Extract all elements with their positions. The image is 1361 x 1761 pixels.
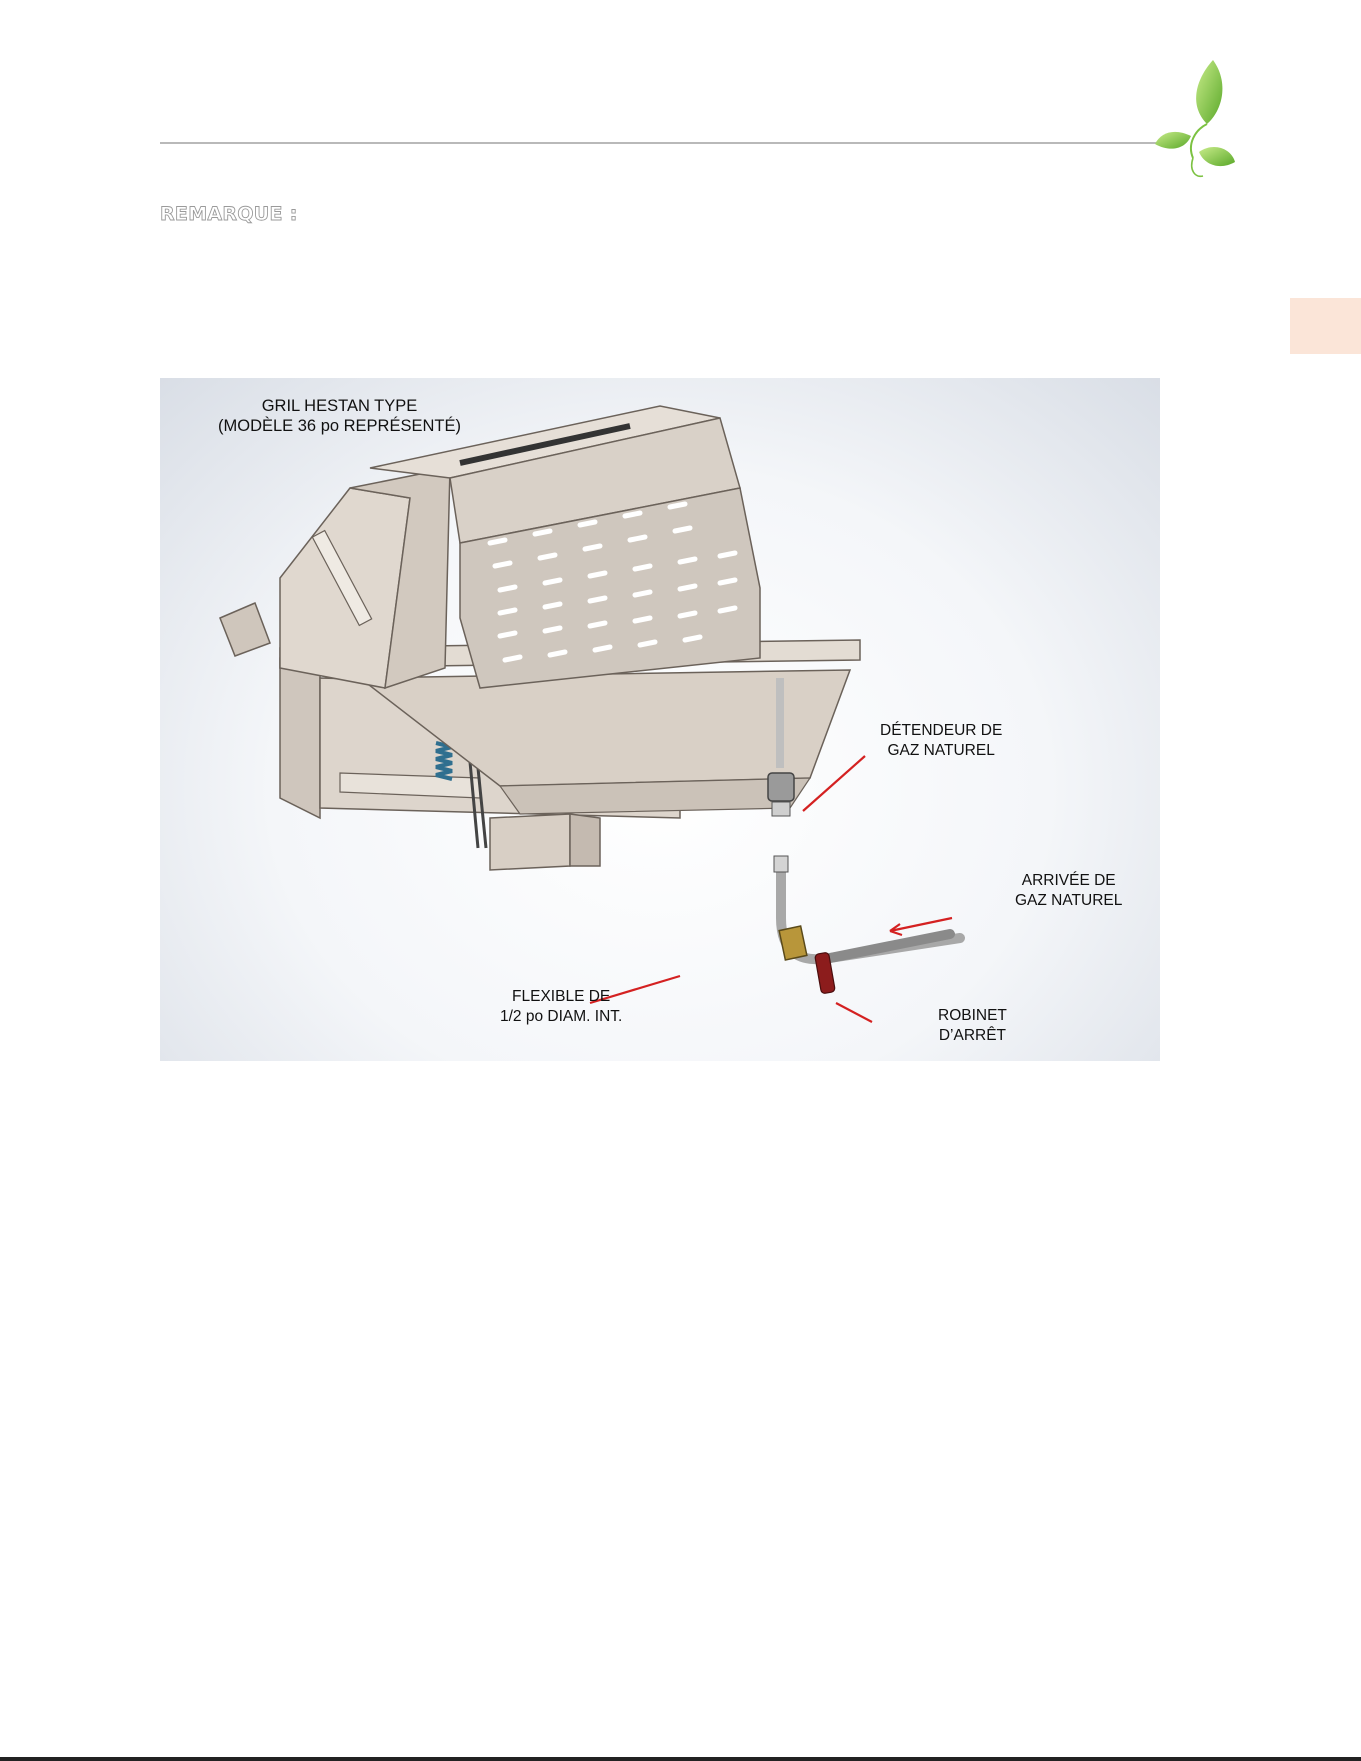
callout-regulator-line2: GAZ NATUREL — [887, 742, 995, 759]
callout-inlet-line1: ARRIVÉE DE — [1021, 872, 1116, 889]
callout-inlet-line2: GAZ NATUREL — [1015, 892, 1123, 909]
callout-valve-line1: ROBINET — [938, 1007, 1007, 1024]
footer-rule — [0, 1757, 1361, 1761]
figure-caption-line2: (MODÈLE 36 po REPRÉSENTÉ) — [218, 417, 461, 435]
leaf-logo-icon — [1155, 58, 1235, 180]
callout-regulator — [880, 721, 1002, 761]
callout-valve-line2: D’ARRÊT — [938, 1027, 1007, 1044]
callout-hose-line1: FLEXIBLE DE — [512, 988, 611, 1005]
callout-hose-line2: 1/2 po DIAM. INT. — [500, 1008, 623, 1025]
installation-figure — [160, 378, 1160, 1061]
note-heading: REMARQUE : — [160, 203, 298, 225]
header-rule — [160, 142, 1160, 144]
grill-gas-connection-illustration — [160, 378, 1160, 1061]
figure-caption-line1: GRIL HESTAN TYPE — [261, 397, 418, 415]
callout-valve — [938, 1006, 1007, 1046]
figure-caption — [218, 396, 461, 436]
callout-regulator-line1: DÉTENDEUR DE — [880, 722, 1003, 739]
callout-inlet — [1015, 871, 1122, 911]
section-tab — [1290, 298, 1361, 354]
callout-hose — [500, 987, 622, 1027]
